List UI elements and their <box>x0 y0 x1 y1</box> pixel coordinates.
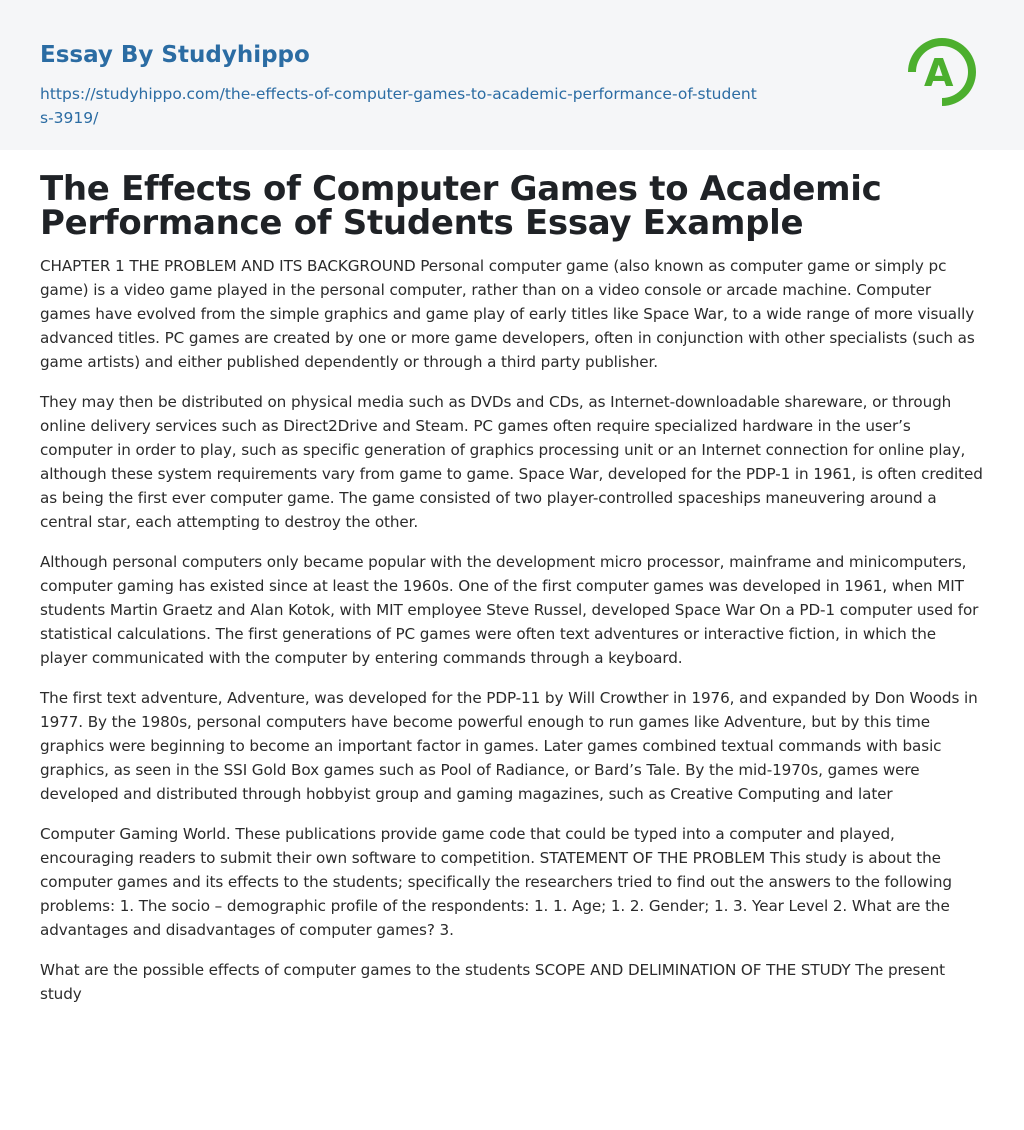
article <box>0 150 1024 1006</box>
page-title: The Effects of Computer Games to Academic Performance of Students Essay Example <box>40 169 882 243</box>
paragraph: What are the possible effects of computer games to the students SCOPE AND DELIMINATION OF THE STUDY The present study <box>40 961 945 1003</box>
paragraph: Computer Gaming World. These publications provide game code that could be typed into a computer and played, encouraging readers to submit their own software to competition. STATEMENT OF THE PROBLEM This study is about the computer games and its effects to the students; specifically the researchers tried to find out the answers to the following problems: 1. The socio – demographic profile of the respondents: 1. 1. Age; 1. 2. Gender; 1. 3. Year Level 2. What are the advantages and disadvantages of computer games? 3. <box>40 825 952 939</box>
logo-letter: A <box>924 51 954 95</box>
paragraph: Although personal computers only became popular with the development micro processor, mainframe and minicomputers, computer gaming has existed since at least the 1960s. One of the first computer games was developed in 1961, when MIT students Martin Graetz and Alan Kotok, with MIT employee Steve Russel, developed Space War On a PD-1 computer used for statistical calculations. The first generations of PC games were often text adventures or interactive fiction, in which the player communicated with the computer by entering commands through a keyboard. <box>40 553 979 667</box>
brand-title[interactable]: Essay By Studyhippo <box>40 42 310 68</box>
studyhippo-logo-icon[interactable] <box>898 28 986 116</box>
source-url-link[interactable]: https://studyhippo.com/the-effects-of-computer-games-to-academic-performance-of-students-3919/ <box>40 85 757 127</box>
site-header <box>0 0 1024 150</box>
paragraph: CHAPTER 1 THE PROBLEM AND ITS BACKGROUND Personal computer game (also known as computer game or simply pc game) is a video game played in the personal computer, rather than on a video console or arcade machine. Computer games have evolved from the simple graphics and game play of early titles like Space War, to a wide range of more visually advanced titles. PC games are created by one or more game developers, often in conjunction with other specialists (such as game artists) and either published dependently or through a third party publisher. <box>40 257 975 371</box>
paragraph: They may then be distributed on physical media such as DVDs and CDs, as Internet-downloadable shareware, or through online delivery services such as Direct2Drive and Steam. PC games often require specialized hardware in the user’s computer in order to play, such as specific generation of graphics processing unit or an Internet connection for online play, although these system requirements vary from game to game. Space War, developed for the PDP-1 in 1961, is often credited as being the first ever computer game. The game consisted of two player-controlled spaceships maneuvering around a central star, each attempting to destroy the other. <box>40 393 983 531</box>
paragraph: The first text adventure, Adventure, was developed for the PDP-11 by Will Crowther in 1976, and expanded by Don Woods in 1977. By the 1980s, personal computers have become powerful enough to run games like Adventure, but by this time graphics were beginning to become an important factor in games. Later games combined textual commands with basic graphics, as seen in the SSI Gold Box games such as Pool of Radiance, or Bard’s Tale. By the mid-1970s, games were developed and distributed through hobbyist group and gaming magazines, such as Creative Computing and later <box>40 689 978 803</box>
